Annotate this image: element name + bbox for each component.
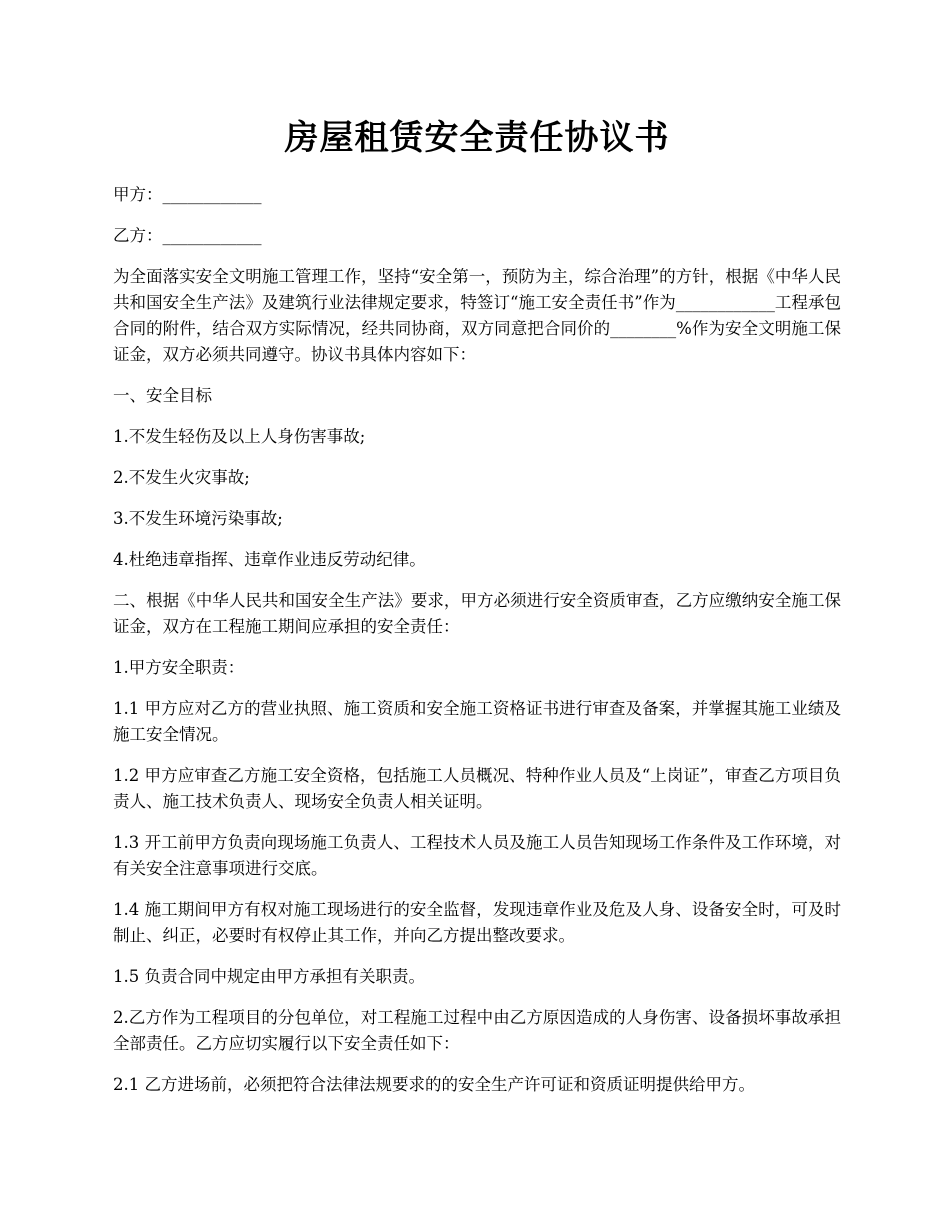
party-b-duty-2-1: 2.1 乙方进场前，必须把符合法律法规要求的的安全生产许可证和资质证明提供给甲方。 (113, 1075, 755, 1094)
party-a-line: 甲方：____________ (113, 185, 262, 204)
party-b-line: 乙方：____________ (113, 226, 262, 245)
goal-item-2: 2.不发生火灾事故; (113, 468, 250, 487)
party-a-duty-1-3: 1.3 开工前甲方负责向现场施工负责人、工程技术人员及施工人员告知现场工作条件及工作环境，对有关安全注意事项进行交底。 (113, 833, 841, 878)
party-a-duty-1-1: 1.1 甲方应对乙方的营业执照、施工资质和安全施工资格证书进行审查及备案，并掌握其施工业绩及施工安全情况。 (113, 699, 841, 744)
goal-item-1: 1.不发生轻伤及以上人身伤害事故; (113, 427, 366, 446)
party-a-duty-1-4: 1.4 施工期间甲方有权对施工现场进行的安全监督，发现违章作业及危及人身、设备安全时，可及时制止、纠正，必要时有权停止其工作，并向乙方提出整改要求。 (113, 900, 841, 945)
party-a-duty-1-5: 1.5 负责合同中规定由甲方承担有关职责。 (113, 967, 425, 986)
document-title: 房屋租赁安全责任协议书 (284, 118, 670, 158)
section-heading-safety-goals: 一、安全目标 (113, 386, 212, 405)
goal-item-4: 4.杜绝违章指挥、违章作业违反劳动纪律。 (113, 550, 426, 569)
section-heading-responsibilities: 二、根据《中华人民共和国安全生产法》要求，甲方必须进行安全资质审查，乙方应缴纳安全施工保证金，双方在工程施工期间应承担的安全责任： (113, 591, 841, 636)
goal-item-3: 3.不发生环境污染事故; (113, 509, 283, 528)
intro-paragraph: 为全面落实安全文明施工管理工作，坚持“安全第一，预防为主，综合治理”的方针，根据《中华人民共和国安全生产法》及建筑行业法律规定要求，特签订“施工安全责任书”作为____________工程承包合同的附件，结合双方实际情况，经共同协商，双方同意把合同价的________%作为安全文明施工保证金，双方必须共同遵守。协议书具体内容如下： (113, 267, 841, 364)
party-a-duties-heading: 1.甲方安全职责： (113, 658, 245, 677)
document-body (113, 112, 841, 1113)
party-b-duties-heading: 2.乙方作为工程项目的分包单位，对工程施工过程中由乙方原因造成的人身伤害、设备损坏事故承担全部责任。乙方应切实履行以下安全责任如下： (113, 1008, 841, 1053)
party-a-duty-1-2: 1.2 甲方应审查乙方施工安全资格，包括施工人员概况、特种作业人员及“上岗证”，审查乙方项目负责人、施工技术负责人、现场安全负责人相关证明。 (113, 766, 841, 811)
